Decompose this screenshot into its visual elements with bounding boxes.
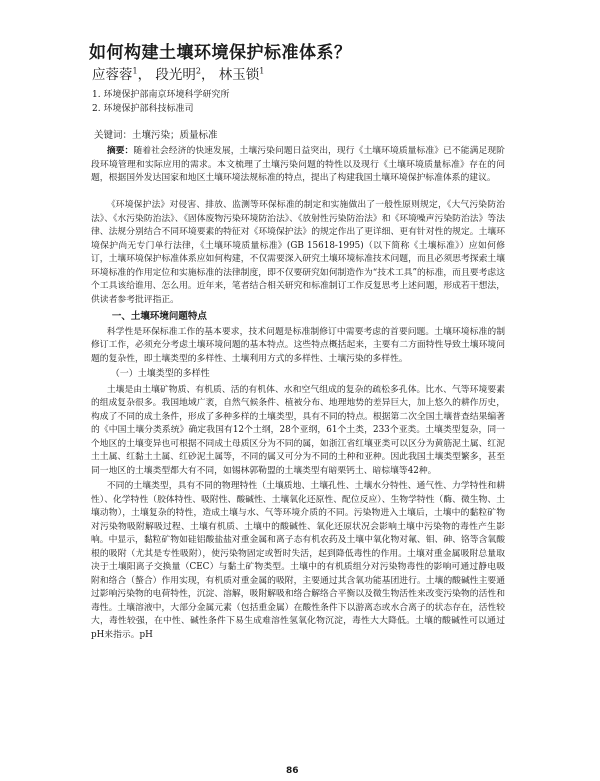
article-body — [91, 199, 505, 644]
body-paragraph: 不同的土壤类型，具有不同的物理特性（土壤质地、土壤孔性、土壤水分特性、通气性、力学特性和耕性）、化学特性（胶体特性、吸附性、酸碱性、土壤氧化还原性、配位反应）、生物学特性（酶、微生物、土壤动物），土壤复杂的特性，造成土壤与水、气等环境介质的不同。污染物进入土壤后，土壤中的黏粒矿物对污染物吸附解吸过程、土壤有机质、土壤中的酸碱性、氧化还原状况会影响土壤中污染物的毒性产生影响。中显示，黏粒矿物如硅铝酸盐盐对重金属和离子态有机农药及土壤中氧化物对氟、钼、砷、铬等含氧酸根的吸附（尤其是专性吸附），使污染物固定或暂时失活，起到降低毒性的作用。土壤对重金属吸附总量取决于土壤阳离子交换量（CEC）与黏土矿物类型。土壤中的有机质组分对污染物毒性的影响可通过静电吸附和络合（螯合）作用实现，有机质对重金属的吸附，主要通过其含氧功能基团进行。土壤的酸碱性主要通过影响污染物的电荷特性，沉淀、溶解，吸附解吸和络合解络合平衡以及微生物活性来改变污染物的活性和毒性。土壤溶液中，大部分金属元素（包括重金属）在酸性条件下以游离态或水合离子的状态存在，活性较大，毒性较强，在中性、碱性条件下易生成难溶性氢氧化物沉淀，毒性大大降低。土壤的酸碱性可以通过pH来指示。pH — [91, 481, 505, 640]
abstract-text: 随着社会经济的快速发展，土壤污染问题日益突出，现行《土壤环境质量标准》已不能满足现阶段环境管理和实际应用的需求。本文梳理了土壤污染问题的特性以及现行《土壤环境质量标准》存在的问题，根据国外发达国家和地区土壤环境法规标准的特点，提出了构建我国土壤环境保护标准体系的建议。 — [91, 146, 505, 184]
author-name: 林玉锁 — [218, 67, 260, 83]
page-number: 86 — [286, 766, 299, 776]
keywords — [94, 127, 218, 141]
body-paragraph: 科学性是环保标准工作的基本要求，技术问题是标准制修订中需要考虑的首要问题。土壤环境标准的制修订工作，必须充分考虑土壤环境问题的基本特点。这些特点概括起来，主要有二方面特性导致土壤环境问题的复杂性，即土壤类型的多样性、土壤利用方式的多样性、土壤污染的多样性。 — [91, 326, 505, 364]
body-paragraph: 土壤是由土壤矿物质、有机质、活的有机体、水和空气组成的复杂的疏松多孔体。比水、气等环境要素的组成复杂很多。我国地域广袤，自然气候条件、植被分布、地理地势的差异巨大，加上悠久的耕作历史，构成了不同的成土条件，形成了多种多样的土壤类型，具有不同的特点。根据第二次全国土壤普查结果编著的《中国土壤分类系统》确定我国有12个土纲，28个亚纲，61个土类，233个亚类。土壤类型复杂，同一个地区的土壤变异也可根据不同成土母质区分为不同的属，如浙江省红壤亚类可以区分为黄筋泥土属、红泥土土属、红黏土土属、红砂泥土属等，不同的属又可分为不同的土种和亚种。因此我国土壤类型繁多，甚至同一地区的土壤类型都大有不同，如锡林郭勒盟的土壤类型有暗栗钙土、暗棕壤等42种。 — [91, 384, 505, 476]
author-affil-mark: 1 — [132, 66, 138, 76]
subsection-heading: （一）土壤类型的多样性 — [110, 369, 210, 379]
section-heading: 一、土壤环境问题特点 — [111, 311, 207, 322]
affiliation: 2. 环境保护部科技标准司 — [92, 104, 194, 114]
author-name: 应蓉蓉 — [92, 67, 133, 83]
keywords-label: 关键词： — [94, 130, 133, 141]
body-paragraph: 《环境保护法》对侵害、排放、监测等环保标准的制定和实施做出了一般性原则规定，《大气污染防治法》、《水污染防治法》、《固体废物污染环境防治法》、《放射性污染防治法》和《环境噪声污染防治法》等法律、法规分别结合不同环境要素的特征对《环境保护法》的规定作出了更详细、更有针对性的规定。土壤环境保护尚无专门单行法律，《土壤环境质量标准》(GB 15618-1995)（以下简称《土壤标准》）应如何修订，土壤环境保护标准体系应如何构建，不仅需要深入研究土壤环境标准技术问题，而且必须思考探索土壤环境标准的作用定位和实施标准的法律制度，即不仅要研究如何制造作为“技术工具”的标准，而且要考虑这个工具该给谁用、怎么用。近年来，笔者结合相关研究和标准制订工作反复思考上述问题，形成若干想法，供读者参考批评指正。 — [91, 200, 505, 305]
author-affil-mark: 1 — [259, 66, 265, 76]
author-affil-mark: 2 — [195, 66, 201, 76]
affiliation: 1. 环境保护部南京环境科学研究所 — [92, 90, 230, 100]
author-line: 应蓉蓉$^1$， 段光明$^2$， 林玉锁$^1$ — [92, 66, 265, 83]
author-name: 段光明 — [155, 67, 196, 83]
paper-title: 如何构建土壤环境保护标准体系？ — [89, 43, 352, 63]
abstract-label: 摘要： — [106, 146, 134, 156]
keywords-text: 土壤污染；质量标准 — [132, 130, 218, 141]
abstract — [91, 145, 505, 186]
